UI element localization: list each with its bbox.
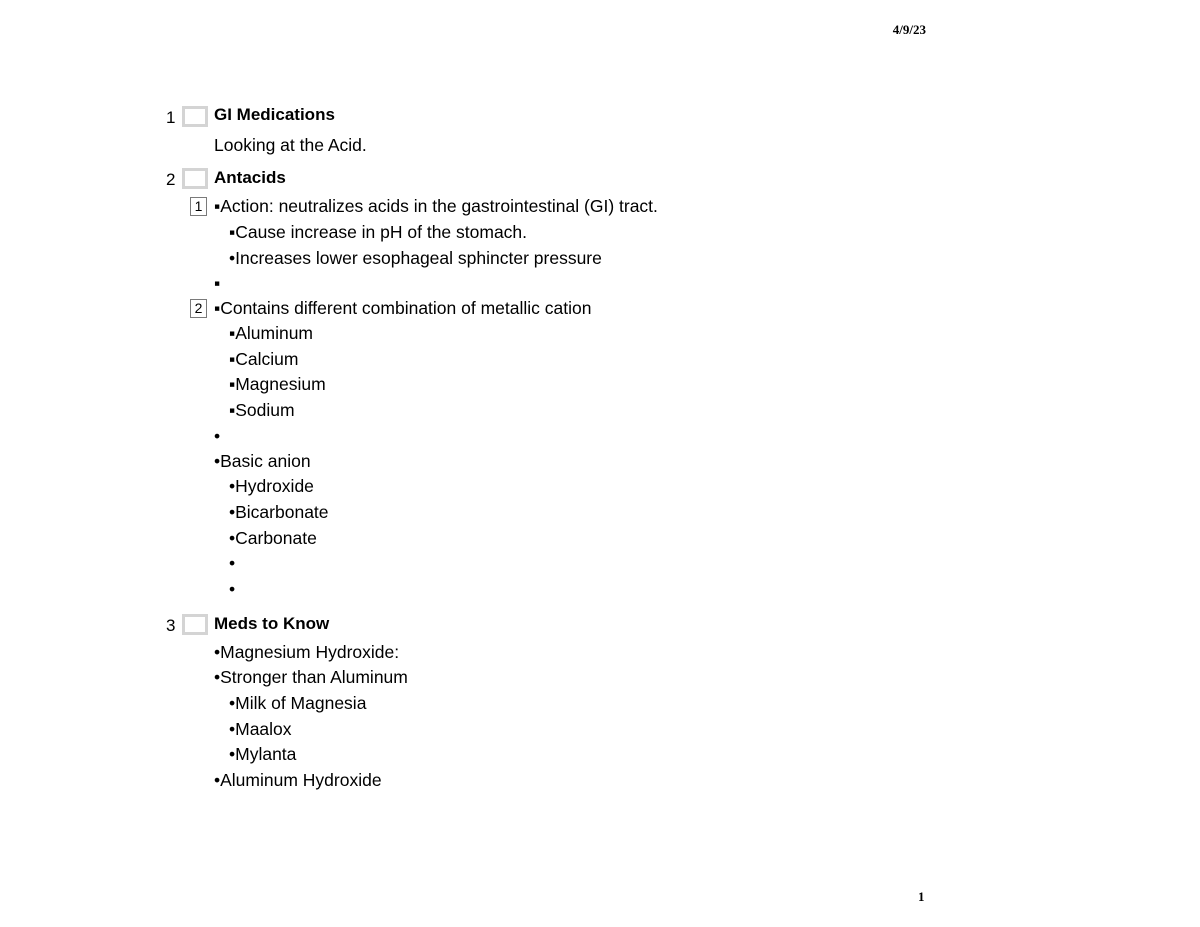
sub-slide-marker-1: 1: [190, 197, 207, 216]
slide-1-number: 1: [166, 108, 176, 127]
meds-line: •Aluminum Hydroxide: [214, 770, 382, 790]
antacids-line: ▪Contains different combination of metallic cation: [214, 298, 592, 318]
meds-line: •Mylanta: [229, 744, 297, 764]
antacids-line: •Carbonate: [229, 528, 317, 548]
antacids-line: •Hydroxide: [229, 476, 314, 496]
antacids-line: •Basic anion: [214, 451, 311, 471]
page-number: 1: [918, 889, 925, 904]
antacids-line: •Increases lower esophageal sphincter pressure: [229, 248, 602, 268]
antacids-line: ▪Action: neutralizes acids in the gastrointestinal (GI) tract.: [214, 196, 658, 216]
meds-line: •Magnesium Hydroxide:: [214, 642, 400, 662]
page-date: 4/9/23: [892, 22, 926, 37]
slide-3-title: Meds to Know: [214, 614, 330, 633]
antacids-line: ▪Cause increase in pH of the stomach.: [229, 222, 528, 242]
slide-1-title: GI Medications: [214, 105, 335, 124]
slide-1-thumbnail[interactable]: [182, 106, 208, 127]
slide-3-thumbnail[interactable]: [182, 614, 208, 635]
antacids-line: ▪: [214, 273, 221, 293]
slide-2-number: 2: [166, 170, 176, 189]
antacids-line: ▪Magnesium: [229, 374, 326, 394]
meds-line: •Maalox: [229, 719, 292, 739]
slide-3-number: 3: [166, 616, 176, 635]
antacids-line: •: [214, 426, 221, 446]
antacids-line: ▪Sodium: [229, 400, 295, 420]
meds-line: •Stronger than Aluminum: [214, 667, 408, 687]
antacids-line: ▪Aluminum: [229, 323, 314, 343]
antacids-line: •: [229, 579, 236, 599]
slide-2-thumbnail[interactable]: [182, 168, 208, 189]
antacids-line: •: [229, 553, 236, 573]
sub-slide-marker-2: 2: [190, 299, 207, 318]
meds-line: •Milk of Magnesia: [229, 693, 367, 713]
antacids-line: •Bicarbonate: [229, 502, 329, 522]
slide-2-title: Antacids: [214, 168, 286, 187]
antacids-line: ▪Calcium: [229, 349, 299, 369]
slide-1-line: Looking at the Acid.: [214, 135, 367, 155]
